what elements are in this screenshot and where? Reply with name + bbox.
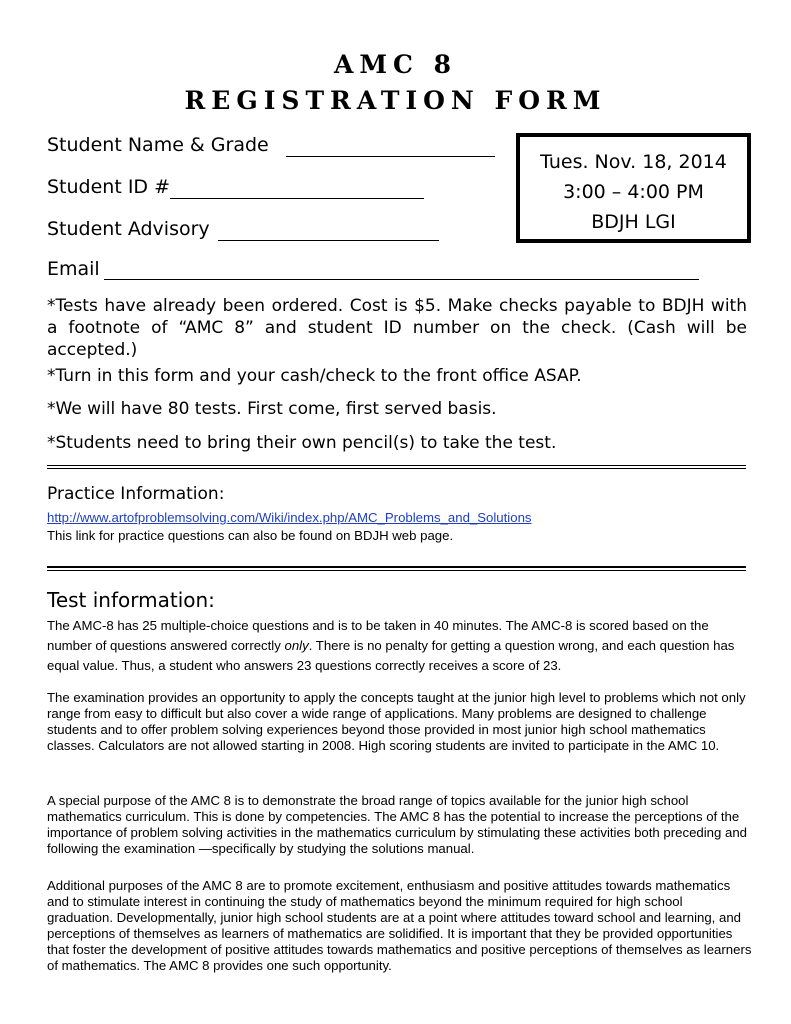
test-info-paragraph-1 bbox=[47, 616, 752, 676]
student-id-label: Student ID # bbox=[47, 176, 171, 198]
title-line-2: REGISTRATION FORM bbox=[184, 86, 607, 115]
test-info-paragraph-3: A special purpose of the AMC 8 is to demonstrate the broad range of topics available for the junior high school mathematics curriculum. This is done by competencies. The AMC 8 has the potential to increase the perceptions of the importance of problem solving activities in the mathematics curriculum by stimulating these activities both preceding and following the examination —specifically by studying the solutions manual. bbox=[47, 793, 747, 856]
student-name-field[interactable] bbox=[286, 156, 495, 157]
divider bbox=[47, 566, 746, 571]
practice-link[interactable]: http://www.artofproblemsolving.com/Wiki/index.php/AMC_Problems_and_Solutions bbox=[47, 510, 532, 525]
email-field[interactable] bbox=[104, 279, 699, 280]
email-label: Email bbox=[47, 258, 100, 280]
note-payment: *Tests have already been ordered. Cost is $5. Make checks payable to BDJH with a footnote of “AMC 8” and student ID number on the check. (Cash will be accepted.) bbox=[47, 296, 747, 360]
divider bbox=[47, 465, 746, 469]
note-pencil: *Students need to bring their own pencil(s) to take the test. bbox=[47, 433, 557, 453]
advisory-label: Student Advisory bbox=[47, 218, 210, 240]
student-id-field[interactable] bbox=[170, 198, 424, 199]
practice-text: This link for practice questions can also be found on BDJH web page. bbox=[47, 528, 454, 543]
note-test-count: *We will have 80 tests. First come, first served basis. bbox=[47, 399, 497, 419]
p1-text-b: . There is no penalty for getting a question wrong, and each question has equal value. Thus, a student who answers 23 questions correctly receives a score of 23. bbox=[47, 638, 735, 673]
event-date: Tues. Nov. 18, 2014 bbox=[540, 151, 727, 173]
test-info-paragraph-4: Additional purposes of the AMC 8 are to promote excitement, enthusiasm and positive attitudes towards mathematics and to stimulate interest in continuing the study of mathematics beyond the minimum required for high school graduation. Developmentally, junior high school students are at a point where attitudes toward school and learning, and perceptions of themselves as learners of mathematics are solidified. It is important that they be provided opportunities that foster the development of positive attitudes towards mathematics and positive perceptions of themselves as learners of mathematics. The AMC 8 provides one such opportunity. bbox=[47, 878, 752, 973]
p1-text-a: The AMC-8 has 25 multiple-choice questions and is to be taken in 40 minutes. The AMC-8 is scored based on the number of questions answered correctly bbox=[47, 618, 709, 653]
note-turn-in: *Turn in this form and your cash/check to the front office ASAP. bbox=[47, 366, 582, 386]
advisory-field[interactable] bbox=[218, 240, 439, 241]
student-name-label: Student Name & Grade bbox=[47, 134, 269, 156]
test-info-heading: Test information: bbox=[47, 588, 215, 612]
practice-heading: Practice Information: bbox=[47, 484, 225, 504]
p1-emphasis: only bbox=[284, 638, 309, 653]
event-time: 3:00 – 4:00 PM bbox=[563, 181, 704, 203]
title-line-1: AMC 8 bbox=[333, 50, 458, 79]
event-location: BDJH LGI bbox=[591, 211, 676, 233]
event-info-box bbox=[516, 133, 751, 243]
test-info-paragraph-2: The examination provides an opportunity to apply the concepts taught at the junior high level to problems which not only range from easy to difficult but also cover a wide range of applications. Many problems are designed to challenge students and to offer problem solving experiences beyond those provided in most junior high school mathematics classes. Calculators are not allowed starting in 2008. High scoring students are invited to participate in the AMC 10. bbox=[47, 690, 746, 753]
